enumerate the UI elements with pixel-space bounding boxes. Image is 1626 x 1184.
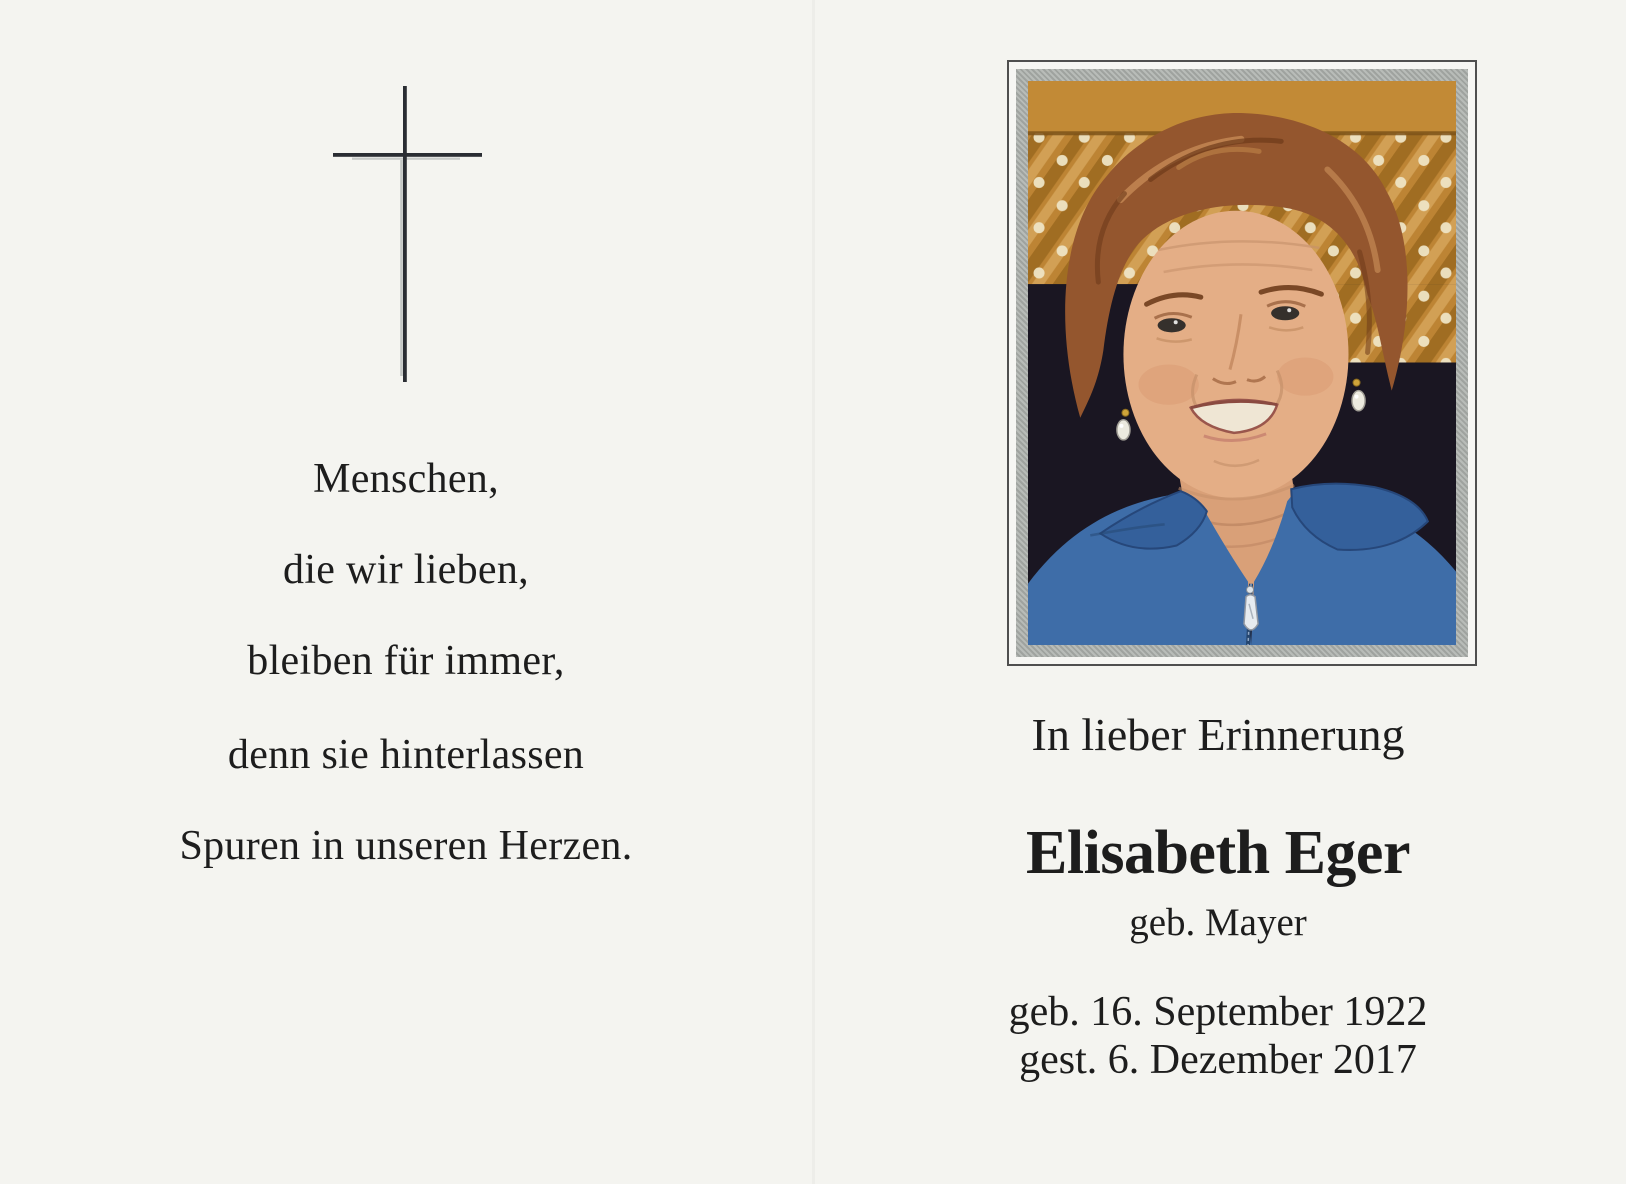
poem-line: bleiben für immer, <box>247 638 565 684</box>
maiden-name: geb. Mayer <box>1129 901 1307 944</box>
deceased-name: Elisabeth Eger <box>1026 819 1410 887</box>
left-panel <box>0 0 812 1184</box>
portrait-face <box>1123 211 1348 499</box>
poem-line: die wir lieben, <box>283 547 529 593</box>
death-date: gest. 6. Dezember 2017 <box>1019 1037 1417 1083</box>
portrait-photo <box>1028 81 1456 645</box>
poem-line: Spuren in unseren Herzen. <box>179 823 633 869</box>
poem-line: denn sie hinterlassen <box>227 732 585 778</box>
photo-frame <box>1007 60 1477 666</box>
memorial-line: In lieber Erinnerung <box>1031 709 1405 760</box>
center-fold <box>812 0 815 1184</box>
photo-matte <box>1016 69 1468 657</box>
birth-date: geb. 16. September 1922 <box>1008 989 1428 1035</box>
cross-icon <box>330 84 485 384</box>
poem-line: Menschen, <box>313 456 499 502</box>
